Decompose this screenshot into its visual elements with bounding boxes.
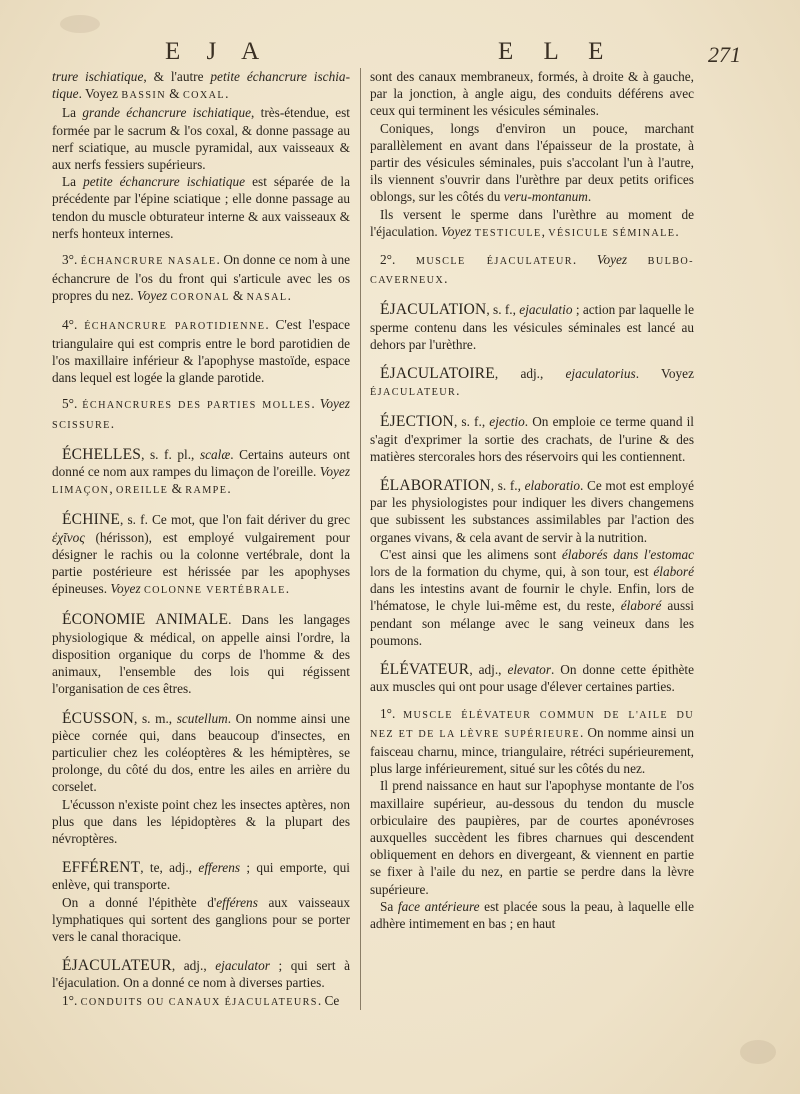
dictionary-entry — [52, 859, 350, 893]
entry-paragraph — [52, 251, 350, 307]
entry-text: 1°. — [380, 705, 404, 721]
cross-reference: BASSIN — [121, 90, 166, 102]
entry-text: . — [587, 189, 592, 205]
entry-text: . Dans les langages physiologique & médical, on appelle ainsi l'ordre, la disposition organique du corps de l'homme & des animaux, l'ensemble des lois qui régissent l'organisation de ces êtres. — [52, 612, 350, 697]
entry-text: On a donné l'épithète d' — [62, 894, 217, 910]
entry-headword: ÉJACULATOIRE — [380, 365, 495, 383]
italic-term: elaboratio — [524, 478, 580, 494]
entry-paragraph — [370, 206, 694, 242]
dictionary-entry — [370, 661, 694, 695]
entry-text: La — [62, 105, 83, 121]
cross-reference: MUSCLE ÉJACULATEUR — [415, 256, 573, 268]
cross-reference: RAMPE — [185, 485, 228, 497]
entry-text: . — [225, 86, 229, 102]
right-column — [370, 68, 694, 1010]
entry-text: sont des canaux membraneux, formés, à droite & à gauche, par la jonction, à angle aigu, des conduits déférens avec ceux qui terminent les vésicules séminales. — [370, 69, 694, 119]
entry-headword: ÉCUSSON — [62, 709, 135, 727]
dictionary-entry — [370, 413, 694, 465]
italic-term: grande échancrure ischiatique — [82, 105, 251, 121]
entry-text: Ils versent le sperme dans l'urèthre au moment de l'éjaculation. — [370, 206, 694, 239]
entry-headword: ÉLABORATION — [380, 477, 491, 495]
italic-term: efferens — [198, 860, 241, 876]
entry-text: . On donne ce nom à une échancrure de l'os du front qui s'articule avec les os propres du nez. — [52, 252, 350, 304]
entry-paragraph — [370, 705, 694, 778]
cross-reference: NASAL — [246, 292, 288, 304]
italic-term: scutellum — [176, 710, 228, 726]
cross-reference: VÉSICULE SÉMINALE — [548, 227, 676, 239]
entry-text: Sa — [380, 898, 398, 914]
entry-text: . — [110, 415, 115, 431]
dictionary-entry — [370, 477, 694, 546]
entry-text: . Certains auteurs ont donné ce nom aux rampes du limaçon de l'oreille. — [52, 446, 350, 480]
cross-reference: ÉCHANCRURE PAROTIDIENNE — [84, 320, 266, 332]
italic-term: scalæ — [199, 446, 231, 462]
italic-term: elevator — [507, 662, 552, 678]
italic-term: Voyez — [319, 464, 350, 480]
page-number: 271 — [708, 42, 741, 67]
entry-text: 5°. — [62, 396, 83, 412]
entry-text: . — [572, 252, 597, 268]
entry-text — [627, 252, 648, 267]
entry-text: , s. f., — [490, 478, 525, 494]
entry-text: . Voyez — [78, 86, 122, 102]
entry-text: aussi pendant son mélange avec le sang veineux dans les poumons. — [370, 598, 694, 648]
italic-term: efférens — [216, 894, 258, 910]
entry-text: . On nomme ainsi un faisceau charnu, mince, triangulaire, rétréci supérieurement, plus large inférieurement, situé sur les côtés du nez. — [370, 724, 694, 777]
left-column — [52, 68, 350, 1010]
italic-term: ejaculator — [215, 958, 270, 974]
entry-text: , s. f. Ce mot, que l'on fait dériver du grec — [120, 512, 350, 528]
entry-text: 1°. — [62, 992, 81, 1008]
italic-term: trure ischiatique — [52, 69, 144, 84]
cross-reference: MUSCLE ÉLÉVATEUR COMMUN DE L'AILE DU NEZ ET DE LA LÈVRE SUPÉRIEURE — [370, 709, 694, 740]
entry-paragraph — [52, 68, 350, 104]
entry-text: 4°. — [62, 316, 85, 332]
entry-text: aux vaisseaux lymphatiques qui sortent des ganglions pour se porter vers le canal thoracique. — [52, 894, 350, 944]
cross-reference: CONDUITS OU CANAUX ÉJACULATEURS — [80, 996, 318, 1008]
entry-text: L'écusson n'existe point chez les insectes aptères, non plus que dans les lépidoptères & la plupart des névroptères. — [52, 796, 350, 846]
cross-reference: COXAL — [182, 90, 226, 102]
entry-text: C'est ainsi que les alimens sont — [380, 546, 562, 562]
italic-term: veru-montanum — [503, 189, 588, 205]
entry-text: . Voyez — [635, 366, 694, 382]
entry-text: , adj., — [469, 662, 508, 678]
entry-headword: EFFÉRENT — [62, 859, 141, 877]
page-header — [0, 38, 800, 68]
entry-text: & — [168, 481, 186, 497]
entry-text: , très-étendue, est formée par le sacrum & l'os coxal, & donne passage au nerf sciatique, au muscle pyramidal, aux vaisseaux & aux nerfs fessiers supérieurs. — [52, 105, 350, 173]
italic-term: Voyez — [136, 288, 168, 304]
italic-term: ejaculatio — [519, 302, 573, 318]
entry-text: , s. f., — [486, 302, 520, 318]
entry-text: 2°. — [380, 252, 416, 268]
entry-text: Coniques, longs d'environ un pouce, marchant parallèlement en avant dans l'épaisseur de la prostate, à partir des vésicules séminales, puis s'accolant l'un à l'autre, ils viennent s'ouvrir dans l'urèthre par deux petits orifices oblongs, sur les côtés du — [370, 120, 694, 205]
entry-text: lors de la formation du chyme, qui, à son tour, est — [370, 564, 654, 580]
entry-text: 3°. — [62, 252, 81, 268]
entry-text: . Ce mot est employé par les physiologistes pour indiquer les divers changemens que subissent les substances assimilables par l'action des organes vivans, & cela avant de servir à la nutrition. — [370, 478, 694, 545]
entry-text: (hérisson), est employé vulgairement pour désigner le rachis ou la colonne vertébrale, dont la partie postérieure est hérissée par les apophyses épineuses. — [52, 529, 350, 597]
entry-text: . — [444, 271, 448, 287]
entry-text: , adj., — [494, 366, 566, 382]
entry-text: . Ce — [317, 992, 340, 1008]
entry-text: . — [227, 481, 231, 497]
entry-text: . On nomme ainsi une pièce cornée qui, dans beaucoup d'insectes, en particulier chez les coléoptères & les hémiptères, se prolonge, du côté du dos, entre les ailes en arrière du corselet. — [52, 710, 350, 795]
cross-reference: TESTICULE — [474, 227, 542, 239]
cross-reference: ÉCHANCRURES DES PARTIES MOLLES — [82, 400, 312, 412]
entry-text: , adj., — [171, 958, 216, 974]
entry-text: . On emploie ce terme quand il s'agit d'exprimer la sortie des crachats, de l'urine & des matières stercorales hors des réservoirs qui les contiennent. — [370, 414, 694, 464]
italic-term: élaborés dans l'estomac — [561, 546, 694, 562]
entry-headword: ÉLÉVATEUR — [380, 661, 470, 679]
paper-stain — [740, 1040, 776, 1064]
entry-headword: ÉCHINE — [62, 511, 121, 529]
entry-text: , s. f., — [453, 414, 490, 430]
entry-paragraph — [370, 120, 694, 206]
entry-text: ; action par laquelle le sperme contenu dans les vésicules séminales est lancé au dehors par l'urèthre. — [370, 302, 694, 352]
cross-reference: ÉCHANCRURE NASALE — [80, 256, 217, 268]
dictionary-entry — [370, 365, 694, 401]
entry-headword: ÉCONOMIE ANIMALE — [62, 611, 229, 629]
italic-term: Voyez — [596, 252, 628, 268]
dictionary-entry — [52, 446, 350, 500]
entry-text: dans les intestins avant de fournir le chyle. Enfin, lors de l'hématose, le chyle lui-même est, du reste, — [370, 581, 694, 614]
italic-term: ejaculatorius — [565, 366, 636, 382]
cross-reference: LIMAÇON — [52, 485, 110, 497]
entry-text: . — [456, 383, 460, 399]
italic-term: petite échancrure ischiatique — [83, 174, 246, 190]
entry-text: . — [311, 396, 320, 412]
entry-text: . On donne cette épithète aux muscles qui ont pour usage d'élever certaines parties. — [370, 662, 694, 695]
italic-term: élaboré — [653, 564, 694, 580]
italic-term: petite échancrure ischia-tique — [52, 69, 350, 102]
entry-text: . — [285, 581, 290, 597]
italic-term: Voyez — [441, 223, 472, 239]
entry-paragraph — [52, 104, 350, 173]
dictionary-entry — [52, 957, 350, 991]
entry-paragraph — [52, 173, 350, 242]
entry-text: . — [287, 288, 291, 304]
entry-headword: ÉCHELLES — [62, 445, 142, 463]
entry-paragraph — [370, 68, 694, 120]
entry-paragraph — [370, 898, 694, 932]
italic-term: face antérieure — [397, 898, 480, 914]
entry-text: & — [165, 86, 183, 102]
entry-paragraph — [370, 546, 694, 649]
running-head-left: E J A — [165, 38, 270, 65]
cross-reference: ÉJACULATEUR — [370, 387, 457, 399]
entry-paragraph — [52, 992, 350, 1010]
entry-text: . — [675, 223, 679, 239]
entry-text: & — [229, 288, 247, 304]
entry-text: , — [109, 481, 116, 497]
entry-paragraph — [370, 251, 694, 289]
italic-term: ejectio — [489, 414, 525, 430]
dictionary-entry — [370, 301, 694, 353]
cross-reference: CORONAL — [170, 292, 230, 304]
paper-stain — [60, 15, 100, 33]
italic-term: élaboré — [620, 598, 662, 614]
entry-paragraph — [52, 894, 350, 946]
entry-paragraph — [52, 316, 350, 387]
entry-text: ; qui emporte, qui enlève, qui transporte. — [52, 860, 350, 893]
cross-reference: SCISSURE — [52, 419, 111, 431]
entry-text: , s. f. pl., — [141, 446, 200, 462]
entry-headword: ÉJACULATEUR — [62, 957, 172, 975]
dictionary-entry — [52, 511, 350, 599]
italic-term: Voyez — [319, 396, 350, 412]
entry-text: est séparée de la précédente par l'épine sciatique ; elle donne passage au tendon du muscle obturateur interne & aux vaisseaux & nerfs honteux internes. — [52, 174, 350, 241]
entry-text: , — [541, 223, 549, 239]
entry-paragraph — [370, 777, 694, 897]
entry-text: , & l'autre — [143, 69, 211, 84]
dictionary-entry — [52, 710, 350, 796]
running-head-right: E L E — [498, 38, 616, 65]
cross-reference: OREILLE — [116, 485, 169, 497]
entry-headword: ÉJECTION — [380, 413, 454, 431]
entry-text: , s. m., — [134, 710, 177, 726]
entry-text: est placée sous la peau, à laquelle elle adhère intimement en bas ; en haut — [370, 898, 694, 931]
entry-text: , te, adj., — [140, 860, 199, 876]
italic-term: ἐχῖνος — [52, 529, 85, 545]
entry-text: La — [62, 174, 84, 190]
entry-text: Il prend naissance en haut sur l'apophyse montante de l'os maxillaire supérieur, au-dessous du tendon du muscle orbiculaire des paupières, par de courtes aponévroses auxquelles succèdent les fibres charnues qui descendent obliquement en dehors en divergeant, & viennent en partie se fixer à l'aile du nez, en partie se perdre dans la lèvre supérieure. — [370, 778, 694, 897]
italic-term: Voyez — [110, 581, 141, 597]
cross-reference: BULBO-CAVERNEUX — [370, 256, 694, 287]
entry-headword: ÉJACULATION — [380, 301, 487, 319]
column-rule — [360, 68, 361, 1010]
dictionary-entry — [52, 611, 350, 697]
cross-reference: COLONNE VERTÉBRALE — [143, 585, 286, 597]
entry-text: ; qui sert à l'éjaculation. On a donné ce nom à diverses parties. — [52, 958, 350, 991]
entry-paragraph — [52, 796, 350, 848]
entry-text: . C'est l'espace triangulaire qui est compris entre le bord parotidien de l'os maxillaire inférieur & l'apophyse mastoïde, espace dans lequel est logée la glande parotide. — [52, 316, 350, 386]
entry-paragraph — [52, 395, 350, 433]
